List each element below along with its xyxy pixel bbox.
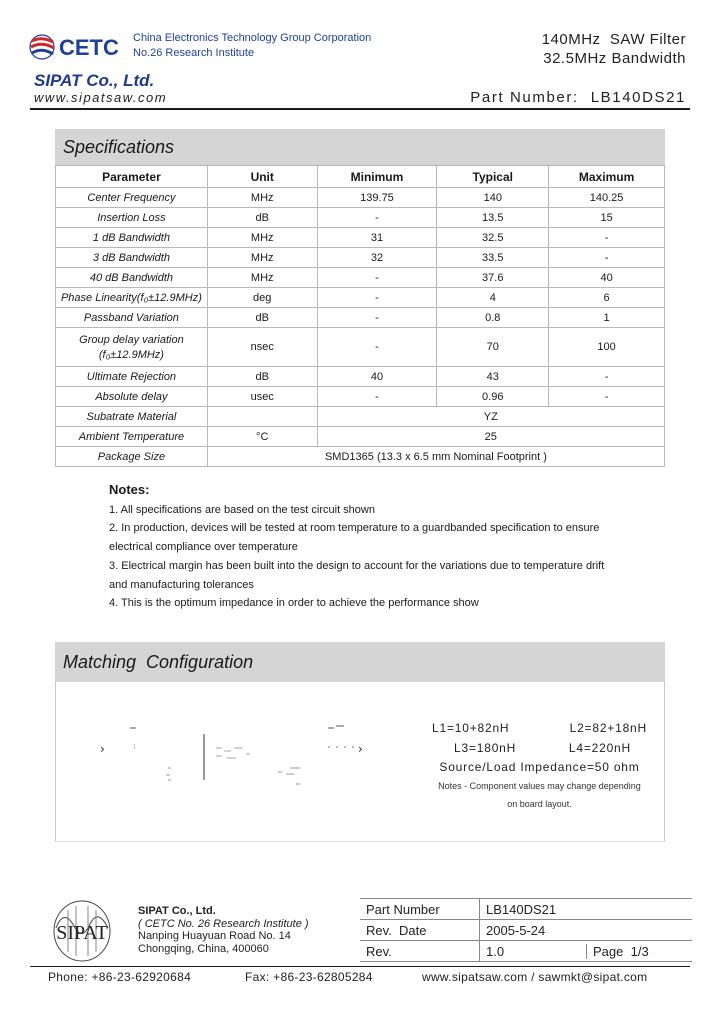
footer-address	[138, 905, 309, 955]
doc-date-label: Rev. Date	[360, 920, 480, 941]
note-line: 3. Electrical margin has been built into the design to account for the variations due to temperature drift	[109, 559, 605, 572]
max-cell: -	[549, 248, 665, 268]
table-row	[56, 208, 665, 228]
param-cell: 3 dB Bandwidth	[56, 248, 208, 268]
table-row	[56, 188, 665, 208]
min-cell: 31	[317, 228, 437, 248]
max-cell: 100	[549, 328, 665, 367]
unit-cell: MHz	[207, 268, 317, 288]
col-unit: Unit	[207, 166, 317, 188]
l1-value: L1=10+82nH	[432, 721, 510, 735]
typ-cell: 37.6	[437, 268, 549, 288]
typ-cell: 4	[437, 288, 549, 308]
output-arrow-icon: ›	[358, 742, 363, 756]
page-indicator	[587, 944, 649, 959]
values-row-2	[432, 739, 647, 759]
typ-cell: 0.96	[437, 387, 549, 407]
matching-note-line1: Notes - Component values may change depending	[438, 781, 641, 791]
col-minimum: Minimum	[317, 166, 437, 188]
page-label: Page	[593, 943, 624, 959]
param-cell: Insertion Loss	[56, 208, 208, 228]
matching-heading: Matching Configuration	[55, 642, 665, 682]
min-cell: 40	[317, 367, 437, 387]
param-line1: Group delay variation	[79, 333, 184, 346]
doc-part-value: LB140DS21	[480, 899, 693, 920]
document-info-table	[360, 898, 692, 962]
specifications-heading: Specifications	[55, 129, 665, 165]
max-cell: -	[549, 387, 665, 407]
typ-cell: 140	[437, 188, 549, 208]
company-website[interactable]: www.sipatsaw.com	[34, 90, 168, 105]
part-number-label: Part Number:	[470, 89, 579, 106]
param-cell: Center Frequency	[56, 188, 208, 208]
doc-rev-label: Rev.	[360, 941, 480, 962]
min-cell: -	[317, 328, 437, 367]
table-row	[360, 941, 692, 962]
param-cell: Ultimate Rejection	[56, 367, 208, 387]
param-cell: 40 dB Bandwidth	[56, 268, 208, 288]
footer-web-email[interactable]: www.sipatsaw.com / sawmkt@sipat.com	[422, 970, 648, 984]
header-divider	[30, 108, 690, 110]
cetc-line1: China Electronics Technology Group Corporation	[133, 32, 372, 44]
table-row	[56, 308, 665, 328]
note-line: 4. This is the optimum impedance in order to achieve the performance show	[109, 597, 479, 610]
table-row	[56, 427, 665, 447]
table-row	[56, 367, 665, 387]
unit-cell: MHz	[207, 188, 317, 208]
product-title-line2: 32.5MHz Bandwidth	[543, 50, 686, 67]
notes-title: Notes:	[109, 482, 150, 497]
min-cell: -	[317, 387, 437, 407]
max-cell: -	[549, 367, 665, 387]
l4-value: L4=220nH	[568, 740, 631, 755]
footer-phone: Phone: +86-23-62920684	[48, 970, 192, 984]
max-cell: 6	[549, 288, 665, 308]
col-typical: Typical	[437, 166, 549, 188]
typ-cell: 13.5	[437, 208, 549, 228]
cetc-line2: No.26 Research Institute	[133, 47, 255, 59]
note-line: 2. In production, devices will be tested at room temperature to a guardbanded specification to ensure	[109, 522, 600, 535]
unit-cell: usec	[207, 387, 317, 407]
unit-cell: °C	[207, 427, 317, 447]
footer-address-line2: Chongqing, China, 400060	[138, 942, 269, 955]
table-row	[360, 899, 692, 920]
table-row	[360, 920, 692, 941]
cetc-logo	[28, 30, 128, 64]
table-row	[56, 288, 665, 308]
param-cell: Subatrate Material	[56, 407, 208, 427]
component-values	[432, 719, 647, 778]
page-value: 1/3	[630, 943, 649, 959]
param-cell: Ambient Temperature	[56, 427, 208, 447]
values-row-1	[432, 719, 647, 739]
unit-cell: dB	[207, 367, 317, 387]
footer-fax: Fax: +86-23-62805284	[245, 970, 373, 984]
svg-text:SIPAT: SIPAT	[56, 922, 108, 944]
table-row	[56, 407, 665, 427]
footer-institute: ( CETC No. 26 Research Institute )	[138, 917, 309, 930]
product-title-line1: 140MHz SAW Filter	[541, 31, 686, 48]
col-parameter: Parameter	[56, 166, 208, 188]
min-cell: 32	[317, 248, 437, 268]
svg-text:CETC: CETC	[59, 35, 119, 60]
param-cell: 1 dB Bandwidth	[56, 228, 208, 248]
notes-section	[109, 481, 629, 613]
footer-divider	[30, 966, 690, 967]
matching-note-line2: on board layout.	[507, 799, 572, 809]
cetc-org-name	[133, 31, 371, 61]
param-line2: (f₀±12.9MHz)	[98, 348, 164, 361]
note-line: 1. All specifications are based on the test circuit shown	[109, 503, 375, 516]
unit-cell: dB	[207, 308, 317, 328]
col-maximum: Maximum	[549, 166, 665, 188]
rev-page-row	[480, 944, 692, 959]
typ-cell: 0.8	[437, 308, 549, 328]
unit-cell: MHz	[207, 228, 317, 248]
min-cell: -	[317, 288, 437, 308]
param-cell	[56, 328, 208, 367]
table-row	[56, 328, 665, 367]
span-value-cell: YZ	[317, 407, 664, 427]
table-header-row	[56, 166, 665, 188]
l2-value: L2=82+18nH	[569, 721, 647, 735]
note-line: electrical compliance over temperature	[109, 541, 298, 554]
typ-cell: 43	[437, 367, 549, 387]
max-cell: 140.25	[549, 188, 665, 208]
doc-part-label: Part Number	[360, 899, 480, 920]
part-number	[470, 89, 686, 106]
unit-cell: nsec	[207, 328, 317, 367]
min-cell: -	[317, 308, 437, 328]
max-cell: 40	[549, 268, 665, 288]
param-cell: Passband Variation	[56, 308, 208, 328]
max-cell: -	[549, 228, 665, 248]
max-cell: 1	[549, 308, 665, 328]
param-cell: Package Size	[56, 447, 208, 467]
table-row	[56, 228, 665, 248]
unit-cell: dB	[207, 208, 317, 228]
specifications-table	[55, 165, 665, 467]
table-row	[56, 248, 665, 268]
matching-note	[432, 777, 647, 813]
max-cell: 15	[549, 208, 665, 228]
min-cell: 139.75	[317, 188, 437, 208]
param-cell: Phase Linearity(f₀±12.9MHz)	[56, 288, 208, 308]
cetc-globe-icon	[28, 30, 128, 64]
table-row	[56, 268, 665, 288]
unit-cell	[207, 407, 317, 427]
param-cell: Absolute delay	[56, 387, 208, 407]
unit-cell: deg	[207, 288, 317, 308]
impedance-value: Source/Load Impedance=50 ohm	[439, 760, 640, 774]
unit-cell: MHz	[207, 248, 317, 268]
span-value-cell: 25	[317, 427, 664, 447]
table-row	[56, 387, 665, 407]
note-line: and manufacturing tolerances	[109, 578, 254, 591]
doc-date-value: 2005-5-24	[480, 920, 693, 941]
typ-cell: 70	[437, 328, 549, 367]
part-number-value: LB140DS21	[590, 89, 686, 106]
footer-address-line1: Nanping Huayuan Road No. 14	[138, 930, 291, 942]
typ-cell: 32.5	[437, 228, 549, 248]
footer-company: SIPAT Co., Ltd.	[138, 905, 216, 917]
doc-rev-page-cell	[480, 941, 693, 962]
min-cell: -	[317, 268, 437, 288]
l3-value: L3=180nH	[454, 740, 517, 755]
sipat-seal-logo	[34, 898, 130, 964]
typ-cell: 33.5	[437, 248, 549, 268]
input-arrow-icon: ›	[100, 742, 105, 756]
matching-circuit-diagram	[96, 720, 376, 800]
min-cell: -	[317, 208, 437, 228]
span-value-cell: SMD1365 (13.3 x 6.5 mm Nominal Footprint )	[207, 447, 664, 467]
doc-rev-value: 1.0	[480, 944, 587, 959]
product-title	[542, 30, 686, 68]
company-name: SIPAT Co., Ltd.	[34, 71, 155, 90]
table-row	[56, 447, 665, 467]
